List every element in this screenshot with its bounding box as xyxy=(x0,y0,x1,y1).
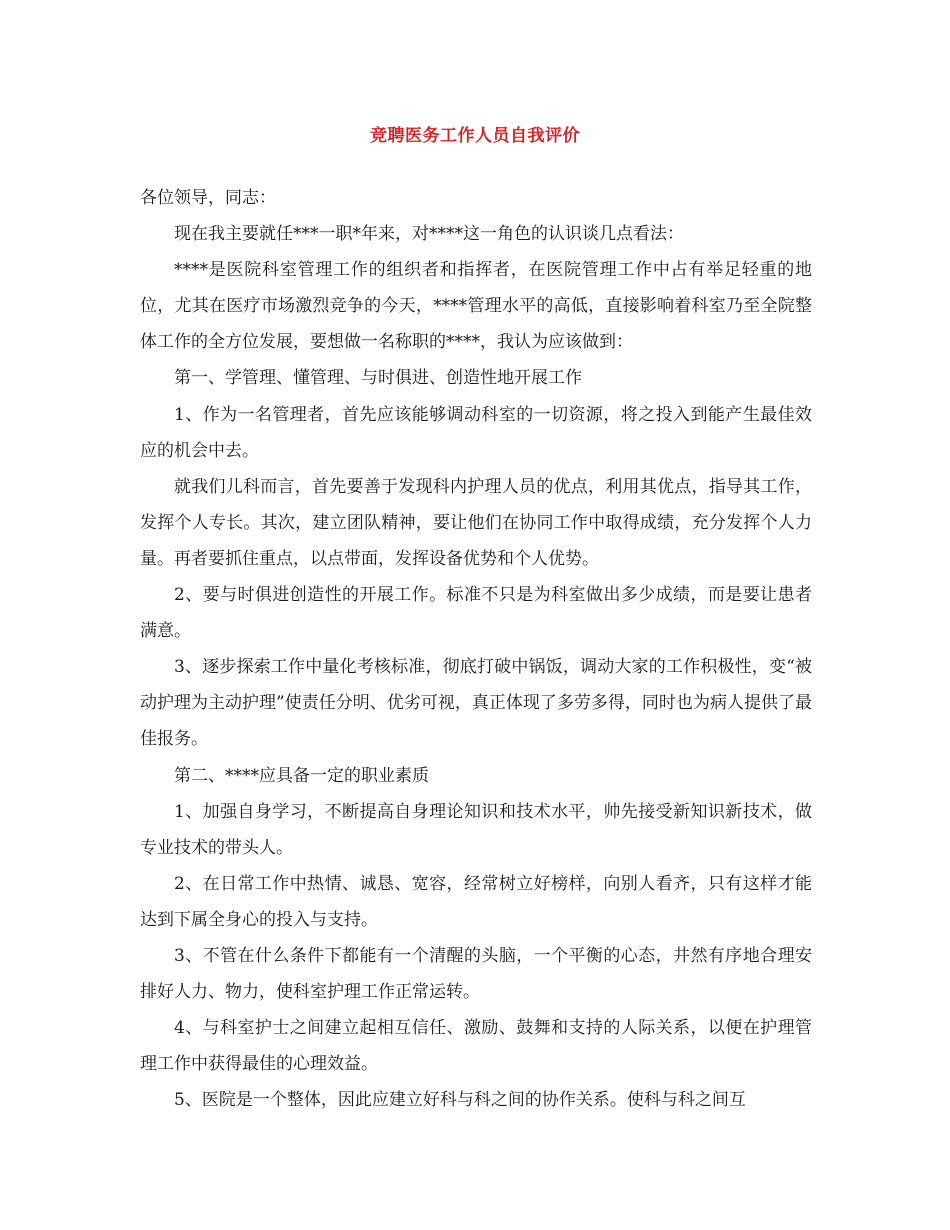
paragraph: 5、医院是一个整体，因此应建立好科与科之间的协作关系。使科与科之间互 xyxy=(174,1090,746,1111)
section-heading: 第一、学管理、懂管理、与时俱进、创造性地开展工作 xyxy=(174,368,582,389)
paragraph: 1、加强自身学习，不断提高自身理论知识和技术水平，帅先接受新知识新技术，做专业技术的带头人。 xyxy=(140,801,812,858)
section-heading: 第二、****应具备一定的职业素质 xyxy=(174,765,429,786)
document-title: 竞聘医务工作人员自我评价 xyxy=(370,126,580,146)
paragraph: 4、与科室护士之间建立起相互信任、激励、鼓舞和支持的人际关系，以便在护理管理工作中获得最佳的心理效益。 xyxy=(140,1018,812,1075)
document-body xyxy=(140,180,812,1118)
salutation: 各位领导，同志： xyxy=(140,188,276,208)
paragraph: ****是医院科室管理工作的组织者和指挥者，在医院管理工作中占有举足轻重的地位，尤其在医疗市场激烈竞争的今天，****管理水平的高低，直接影响着科室乃至全院整体工作的全方位发展，要想做一名称职的****，我认为应该做到： xyxy=(140,260,812,353)
paragraph: 就我们儿科而言，首先要善于发现科内护理人员的优点，利用其优点，指导其工作，发挥个人专长。其次，建立团队精神，要让他们在协同工作中取得成绩，充分发挥个人力量。再者要抓住重点，以点带面，发挥设备优势和个人优势。 xyxy=(140,476,812,569)
paragraph: 2、在日常工作中热情、诚恳、宽容，经常树立好榜样，向别人看齐，只有这样才能达到下属全身心的投入与支持。 xyxy=(140,873,812,930)
paragraph: 现在我主要就任***一职*年来，对****这一角色的认识谈几点看法： xyxy=(174,224,684,245)
paragraph: 1、作为一名管理者，首先应该能够调动科室的一切资源，将之投入到能产生最佳效应的机会中去。 xyxy=(140,404,812,461)
paragraph: 2、要与时俱进创造性的开展工作。标准不只是为科室做出多少成绩，而是要让患者满意。 xyxy=(140,585,812,642)
paragraph: 3、不管在什么条件下都能有一个清醒的头脑，一个平衡的心态，井然有序地合理安排好人力、物力，使科室护理工作正常运转。 xyxy=(140,945,812,1003)
paragraph: 3、逐步探索工作中量化考核标准，彻底打破中锅饭，调动大家的工作积极性，变“被动护理为主动护理”使责任分明、优劣可视，真正体现了多劳多得，同时也为病人提供了最佳报务。 xyxy=(140,657,812,750)
